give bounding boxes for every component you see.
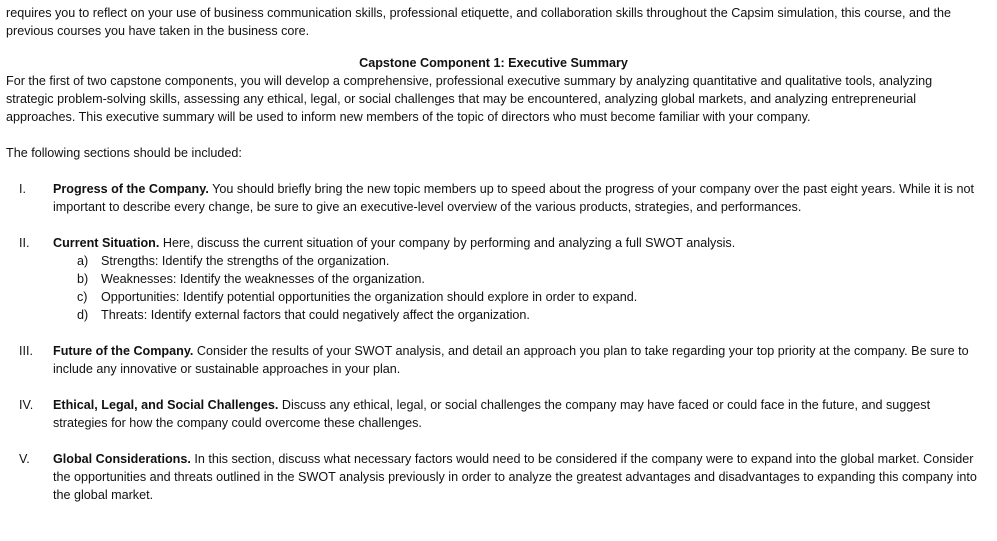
list-item (53, 306, 981, 324)
section-ethical (6, 396, 981, 432)
list-letter: b) (77, 272, 89, 286)
list-text: Weaknesses: Identify the weaknesses of the organization. (101, 272, 425, 286)
intro-continuation: requires you to reflect on your use of business communication skills, professional etiquette, and collaboration skills throughout the Capsim simulation, this course, and the previous courses you have taken in the business core. (6, 6, 952, 38)
spacer (6, 126, 981, 144)
list-item (53, 252, 981, 270)
section-heading: Progress of the Company. (53, 182, 209, 196)
section-heading: Future of the Company. (53, 344, 194, 358)
component-description: For the first of two capstone components, you will develop a comprehensive, professional executive summary by analyzing quantitative and qualitative tools, analyzing strategic problem-solving skills, assessing any ethical, legal, or social challenges that may be encountered, analyzing global markets, and analyzing entrepreneurial approaches. This executive summary will be used to inform new members of the topic of directors who must become familiar with your company. (6, 74, 933, 124)
spacer (6, 378, 981, 396)
section-numeral: III. (19, 344, 33, 358)
spacer (6, 324, 981, 342)
section-text: Consider the results of your SWOT analysis, and detail an approach you plan to take regarding your top priority at the company. Be sure to include any innovative or sustainable approaches in your plan. (53, 344, 969, 376)
spacer (6, 162, 981, 180)
swot-list (53, 252, 981, 324)
sections-intro: The following sections should be included: (6, 146, 242, 160)
list-item (53, 288, 981, 306)
section-future (6, 342, 981, 378)
section-text: In this section, discuss what necessary factors would need to be considered if the company were to expand into the global market. Consider the opportunities and threats outlined in the SWOT analysis previously in order to analyze the greatest advantages and disadvantages to expanding this company into the global market. (53, 452, 977, 502)
document-page (6, 4, 981, 504)
section-progress (6, 180, 981, 216)
spacer (6, 432, 981, 450)
section-current-situation (6, 234, 981, 324)
list-letter: a) (77, 254, 89, 268)
section-text: Here, discuss the current situation of your company by performing and analyzing a full SWOT analysis. (159, 236, 736, 250)
list-item (53, 270, 981, 288)
section-numeral: IV. (19, 398, 34, 412)
component-title: Capstone Component 1: Executive Summary (359, 56, 628, 70)
section-numeral: I. (19, 182, 26, 196)
section-numeral: V. (19, 452, 30, 466)
section-global (6, 450, 981, 504)
spacer (6, 216, 981, 234)
list-letter: d) (77, 308, 89, 322)
list-text: Opportunities: Identify potential opportunities the organization should explore in order to expand. (101, 290, 638, 304)
list-text: Threats: Identify external factors that could negatively affect the organization. (101, 308, 530, 322)
section-heading: Global Considerations. (53, 452, 191, 466)
section-heading: Current Situation. (53, 236, 160, 250)
section-text: Discuss any ethical, legal, or social challenges the company may have faced or could face in the future, and suggest strategies for how the company could overcome these challenges. (53, 398, 931, 430)
section-text: You should briefly bring the new topic members up to speed about the progress of your company over the past eight years. While it is not important to describe every change, be sure to give an executive-level overview of the various products, strategies, and performances. (53, 182, 974, 214)
section-numeral: II. (19, 236, 30, 250)
list-text: Strengths: Identify the strengths of the organization. (101, 254, 390, 268)
section-heading: Ethical, Legal, and Social Challenges. (53, 398, 279, 412)
list-letter: c) (77, 290, 88, 304)
